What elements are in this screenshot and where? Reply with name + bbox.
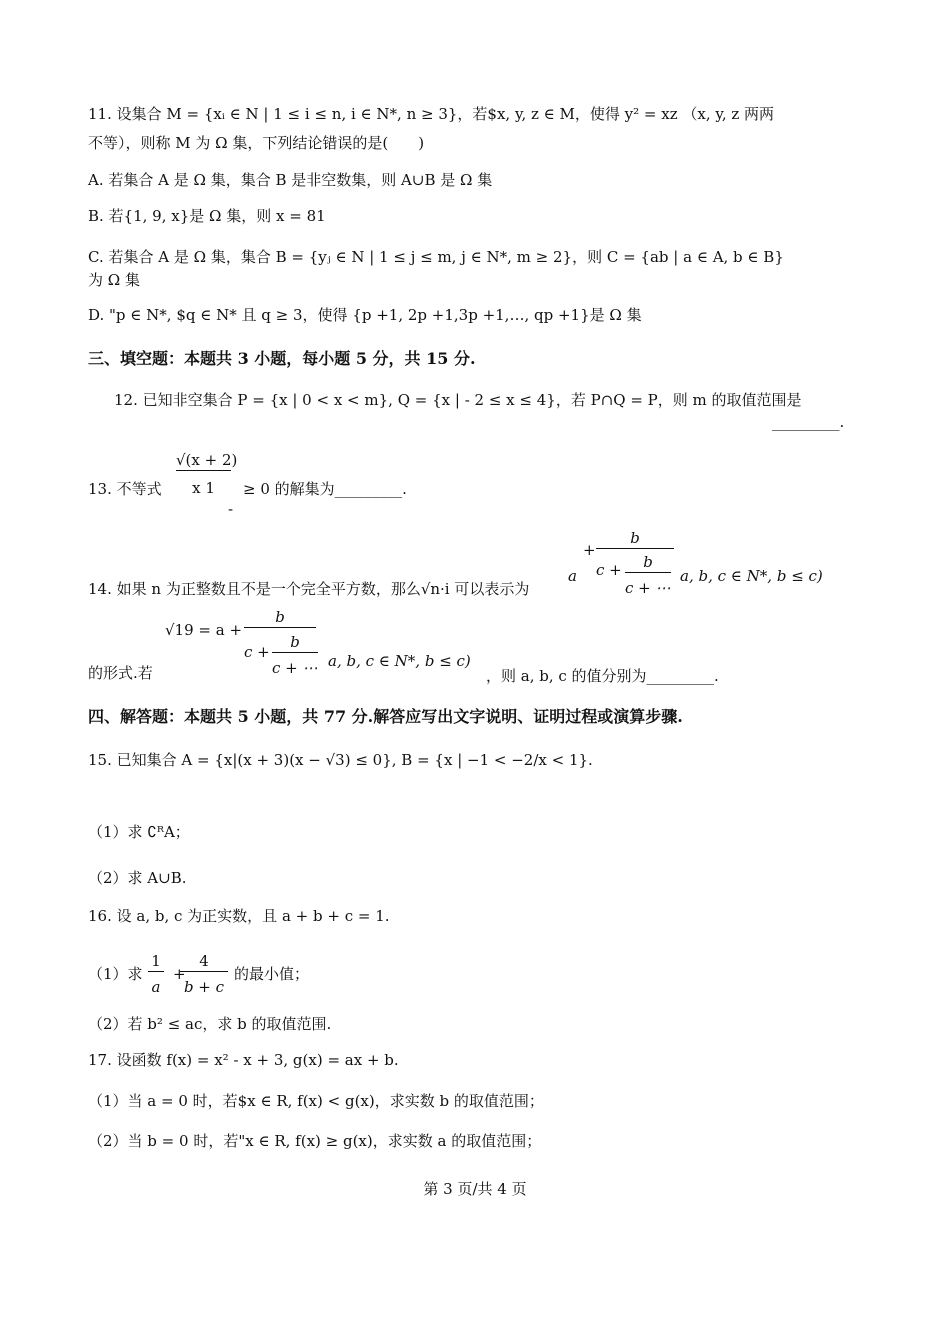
q14-form-b: b — [596, 528, 674, 549]
q16-frac2-num: 4 — [180, 951, 228, 972]
q15-part1: （1）求 ∁ᴿA； — [88, 823, 190, 841]
q13-fraction-denominator: x 1 — [192, 479, 215, 497]
q14-sqrt19-dots: c + ⋯ — [272, 659, 318, 677]
q14-sqrt19-c: c + — [244, 643, 270, 661]
q16-part2: （2）若 b² ≤ ac，求 b 的取值范围. — [88, 1015, 332, 1033]
q14-form-plus: + — [583, 541, 596, 559]
q11-option-c-line1: C. 若集合 A 是 Ω 集，集合 B = {yⱼ ∈ N | 1 ≤ j ≤ m, j ∈ N*, m ≥ 2}，则 C = {ab | a ∈ A, b ∈ B} — [88, 248, 784, 266]
q13-suffix: ≥ 0 的解集为_________. — [243, 480, 407, 498]
q14-sqrt19: √19 = a + — [165, 621, 243, 639]
q11-option-a: A. 若集合 A 是 Ω 集，集合 B 是非空数集，则 A∪B 是 Ω 集 — [88, 171, 493, 189]
q11-stem-line1: 11. 设集合 M = {xᵢ ∈ N | 1 ≤ i ≤ n, i ∈ N*, n ≥ 3}，若$x, y, z ∈ M，使得 y² = xz （x, y, z 两两 — [88, 105, 775, 123]
q14-form-c: c + — [596, 561, 622, 579]
q16-frac1-num: 1 — [148, 951, 164, 972]
q14-form-a: a — [568, 567, 577, 585]
q11-option-d: D. "p ∈ N*, $q ∈ N* 且 q ≥ 3，使得 {p +1, 2p +1,3p +1,…, qp +1}是 Ω 集 — [88, 306, 642, 324]
q16-part1-suffix: 的最小值； — [234, 965, 310, 983]
q14-form-condition: a, b, c ∈ N*, b ≤ c) — [680, 567, 823, 585]
q11-stem-line2: 不等），则称 M 为 Ω 集，下列结论错误的是( ) — [88, 134, 425, 152]
q14-condition-2: a, b, c ∈ N*, b ≤ c) — [328, 652, 471, 670]
q16-part1-prefix: （1）求 — [88, 965, 143, 983]
q14-tail: ，则 a, b, c 的值分别为_________. — [486, 667, 719, 685]
q17-part2: （2）当 b = 0 时，若"x ∈ R, f(x) ≥ g(x)，求实数 a 的取值范围； — [88, 1132, 542, 1150]
q11-option-b: B. 若{1, 9, x}是 Ω 集，则 x = 81 — [88, 207, 326, 225]
q12-blank: _________. — [772, 413, 845, 431]
q14-form-b2: b — [625, 552, 671, 573]
q17-stem: 17. 设函数 f(x) = x² - x + 3, g(x) = ax + b. — [88, 1051, 399, 1069]
q14-stem-line2: 的形式.若 — [88, 664, 153, 682]
q12-stem-line1: 12. 已知非空集合 P = {x | 0 < x < m}, Q = {x | - 2 ≤ x ≤ 4}，若 P∩Q = P，则 m 的取值范围是 — [114, 391, 802, 409]
q14-stem-line1: 14. 如果 n 为正整数且不是一个完全平方数，那么√n·i 可以表示为 — [88, 580, 530, 598]
q14-form-dots: c + ⋯ — [625, 579, 671, 597]
q14-sqrt19-b2: b — [272, 632, 318, 653]
q16-plus: + — [173, 965, 186, 983]
q13-fraction-numerator: √(x + 2) — [176, 451, 238, 469]
q13-prefix: 13. 不等式 — [88, 480, 162, 498]
section-3-heading: 三、填空题：本题共 3 小题，每小题 5 分，共 15 分. — [88, 349, 476, 368]
q15-part2: （2）求 A∪B. — [88, 869, 187, 887]
q15-stem: 15. 已知集合 A = {x|(x + 3)(x − √3) ≤ 0}, B = {x | −1 < −2/x < 1}. — [88, 751, 593, 769]
q16-stem: 16. 设 a, b, c 为正实数，且 a + b + c = 1. — [88, 907, 390, 925]
q11-option-c-line2: 为 Ω 集 — [88, 271, 140, 289]
q17-part1: （1）当 a = 0 时，若$x ∈ R, f(x) < g(x)，求实数 b 的取值范围； — [88, 1092, 544, 1110]
page-footer: 第 3 页/共 4 页 — [423, 1180, 527, 1198]
q13-minus: - — [228, 500, 234, 518]
section-4-heading: 四、解答题：本题共 5 小题，共 77 分.解答应写出文字说明、证明过程或演算步骤. — [88, 707, 683, 726]
q16-frac1-den: a — [151, 978, 161, 996]
q14-sqrt19-b: b — [244, 607, 316, 628]
q16-frac2-den: b + c — [183, 978, 225, 996]
